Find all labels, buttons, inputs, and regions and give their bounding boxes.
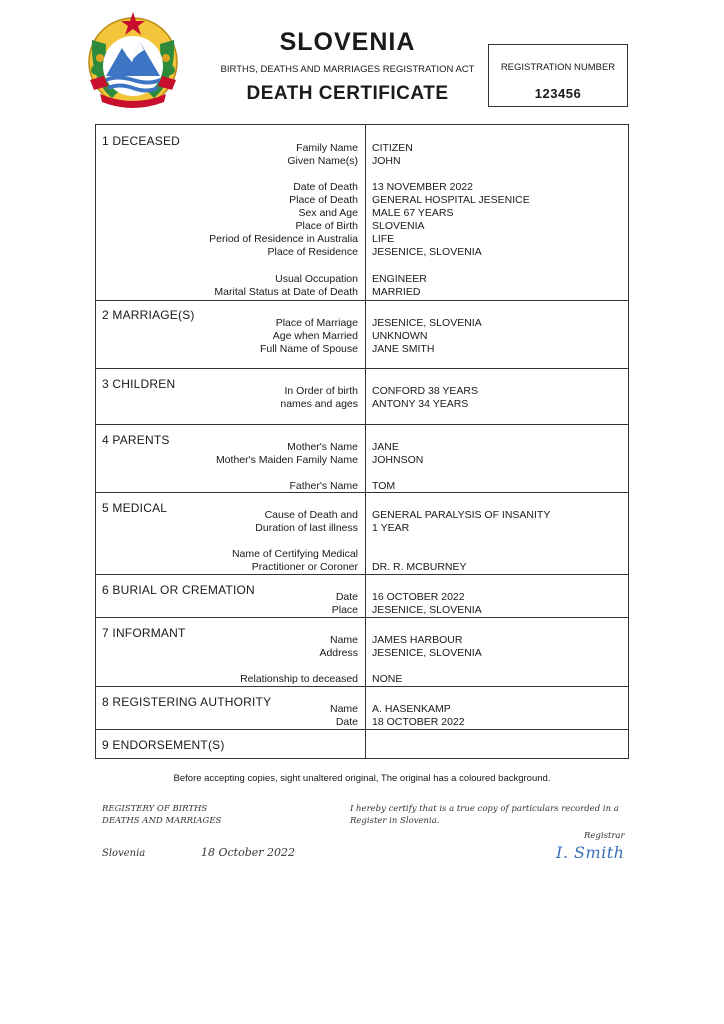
informant-address-value: JESENICE, SLOVENIA [372, 647, 482, 659]
field-label: Place of Death [289, 194, 358, 206]
issue-country: Slovenia [102, 848, 146, 859]
section-burial [96, 574, 628, 617]
field-label: Marital Status at Date of Death [214, 286, 358, 298]
relationship-value: NONE [372, 673, 403, 685]
field-label: Name [329, 703, 358, 715]
field-label: Place of Residence [267, 246, 358, 258]
date-of-death-value: 13 NOVEMBER 2022 [372, 181, 473, 193]
place-of-birth-value: SLOVENIA [372, 220, 425, 232]
field-label: Name of Certifying Medical [231, 548, 358, 560]
cause-of-death-value: GENERAL PARALYSIS OF INSANITY [372, 509, 551, 521]
section-children [96, 368, 628, 424]
section-title: 4 PARENTS [102, 433, 170, 447]
field-label: Place [331, 604, 358, 616]
mother-name-value: JANE [372, 441, 399, 453]
section-registering-authority [96, 686, 628, 729]
copy-notice: Before accepting copies, sight unaltered original, The original has a coloured background. [173, 773, 551, 784]
marital-status-value: MARRIED [372, 286, 421, 298]
child-value: ANTONY 34 YEARS [372, 398, 469, 410]
section-deceased [96, 125, 628, 300]
burial-date-value: 16 OCTOBER 2022 [372, 591, 465, 603]
field-label: Place of Birth [295, 220, 358, 232]
section-title: 5 MEDICAL [102, 501, 168, 515]
registrar-label: Registrar [584, 831, 625, 841]
field-label: Period of Residence in Australia [209, 233, 358, 245]
sex-age-value: MALE 67 YEARS [372, 207, 454, 219]
field-label: Family Name [296, 142, 358, 154]
document-title: DEATH CERTIFICATE [246, 83, 449, 104]
registration-number: 123456 [534, 86, 582, 101]
section-parents [96, 424, 628, 492]
section-marriage [96, 300, 628, 368]
field-label: Relationship to deceased [240, 673, 358, 685]
section-informant [96, 617, 628, 686]
field-label: Given Name(s) [287, 155, 358, 167]
authority-name-value: A. HASENKAMP [372, 703, 451, 715]
issue-date: 18 October 2022 [201, 846, 296, 859]
section-title: 1 DECEASED [102, 134, 181, 148]
father-name-value: TOM [372, 480, 396, 492]
country-title: SLOVENIA [279, 28, 416, 56]
family-name-value: CITIZEN [372, 142, 413, 154]
authority-date-value: 18 OCTOBER 2022 [372, 716, 465, 728]
spouse-value: JANE SMITH [372, 343, 435, 355]
section-title: 8 REGISTERING AUTHORITY [102, 695, 272, 709]
illness-duration-value: 1 YEAR [372, 522, 410, 534]
field-label: Mother's Name [287, 441, 358, 453]
registration-label: REGISTRATION NUMBER [500, 62, 616, 73]
registration-box [488, 44, 628, 107]
burial-place-value: JESENICE, SLOVENIA [372, 604, 482, 616]
place-of-residence-value: JESENICE, SLOVENIA [372, 246, 482, 258]
certification-text: I hereby certify that is a true copy of particulars recorded in a Register in Slovenia. [350, 804, 619, 826]
mother-maiden-value: JOHNSON [372, 454, 424, 466]
practitioner-value: DR. R. MCBURNEY [372, 561, 467, 573]
section-title: 3 CHILDREN [102, 377, 176, 391]
field-label: Age when Married [272, 330, 358, 342]
coat-of-arms-emblem [82, 10, 184, 114]
marriage-age-value: UNKNOWN [372, 330, 428, 342]
section-endorsements [96, 729, 628, 758]
field-label: Address [319, 647, 358, 659]
field-label: Father's Name [289, 480, 358, 492]
field-label: Practitioner or Coroner [251, 561, 358, 573]
residence-period-value: LIFE [372, 233, 395, 245]
occupation-value: ENGINEER [372, 273, 427, 285]
section-title: 2 MARRIAGE(S) [102, 308, 195, 322]
field-label: Cause of Death and [264, 509, 358, 521]
field-label: Full Name of Spouse [259, 343, 358, 355]
registry-line: DEATHS AND MARRIAGES [102, 816, 222, 826]
section-medical [96, 492, 628, 574]
field-label: Usual Occupation [275, 273, 358, 285]
field-label: Place of Marriage [275, 317, 358, 329]
marriage-place-value: JESENICE, SLOVENIA [372, 317, 482, 329]
field-label: Name [329, 634, 358, 646]
section-title: 9 ENDORSEMENT(S) [102, 738, 225, 752]
field-label: Date [335, 591, 358, 603]
field-label: Sex and Age [298, 207, 358, 219]
field-label: Date [335, 716, 358, 728]
field-label: names and ages [280, 398, 358, 410]
registry-office [102, 803, 221, 827]
section-title: 7 INFORMANT [102, 626, 186, 640]
field-label: Date of Death [293, 181, 358, 193]
certificate-table [95, 124, 629, 759]
field-label: Mother's Maiden Family Name [215, 454, 358, 466]
registry-line: REGISTERY OF BIRTHS [102, 804, 208, 814]
informant-name-value: JAMES HARBOUR [372, 634, 463, 646]
child-value: CONFORD 38 YEARS [372, 385, 478, 397]
registrar-signature: I. Smith [556, 843, 625, 862]
given-names-value: JOHN [372, 155, 401, 167]
place-of-death-value: GENERAL HOSPITAL JESENICE [372, 194, 530, 206]
section-title: 6 BURIAL OR CREMATION [102, 583, 255, 597]
act-name: BIRTHS, DEATHS AND MARRIAGES REGISTRATION ACT [220, 64, 475, 75]
field-label: In Order of birth [284, 385, 358, 397]
field-label: Duration of last illness [255, 522, 358, 534]
